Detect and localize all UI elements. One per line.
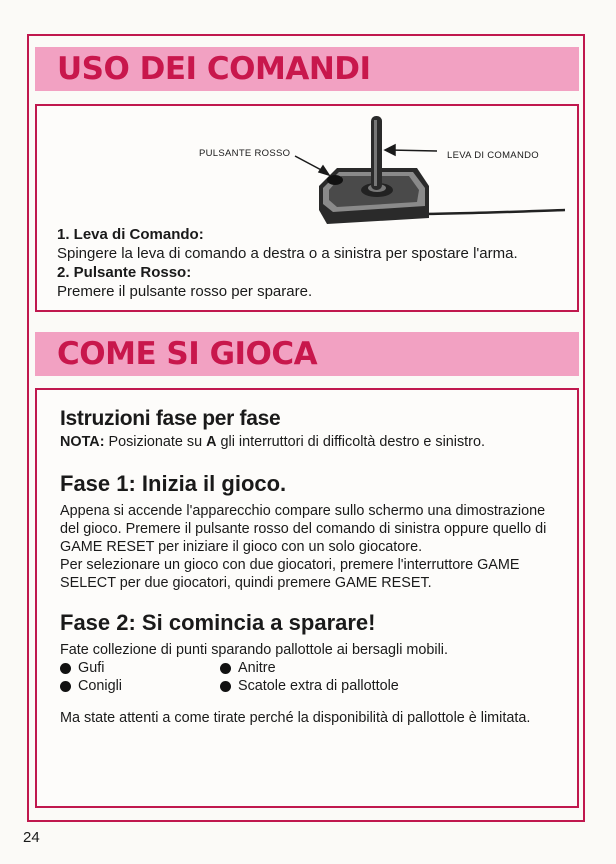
nota-text-a: Posizionate su: [104, 434, 207, 450]
howto-content: [60, 390, 562, 727]
howto-box: [35, 388, 579, 808]
nota-label: NOTA:: [60, 434, 105, 450]
howto-heading: Istruzioni fase per fase: [60, 407, 281, 430]
howto-banner: [35, 332, 579, 376]
red-button: [327, 175, 343, 185]
control-item-2-title: 2. Pulsante Rosso:: [57, 264, 192, 281]
lever-label: LEVA DI COMANDO: [447, 150, 539, 161]
list-item: Gufi: [60, 659, 220, 677]
step1-paragraph-2: Per selezionare un gioco con due giocatori, premere l'interruttore GAME SELECT per due giocatori, quindi premere GAME RESET.: [60, 557, 520, 591]
controls-box: [35, 104, 579, 312]
warning-text: Ma state attenti a come tirate perché la disponibilità di pallottole è limitata.: [60, 710, 531, 726]
controls-instructions: [57, 225, 567, 301]
list-item: Scatole extra di pallottole: [220, 677, 480, 695]
control-item-2-text: Premere il pulsante rosso per sparare.: [57, 283, 313, 300]
controls-title: USO DEI COMANDI: [57, 51, 371, 87]
control-item-1-text: Spingere la leva di comando a destra o a sinistra per spostare l'arma.: [57, 245, 518, 262]
step1-title: Fase 1: Inizia il gioco.: [60, 471, 287, 496]
nota: [60, 433, 562, 451]
list-item: Anitre: [220, 659, 480, 677]
red-button-label: PULSANTE ROSSO: [199, 148, 291, 159]
joystick-diagram: [37, 106, 577, 224]
joystick-cable: [417, 210, 565, 214]
bullet-icon: [60, 663, 71, 674]
nota-bold: A: [206, 434, 217, 450]
nota-text-b: gli interruttori di difficoltà destro e sinistro.: [216, 434, 485, 450]
bullet-icon: [220, 663, 231, 674]
step2-intro: Fate collezione di punti sparando pallottole ai bersagli mobili.: [60, 642, 448, 658]
step1-paragraph-1: Appena si accende l'apparecchio compare sullo schermo una dimostrazione del gioco. Premere il pulsante rosso del comando di sinistra oppure quello di GAME RESET per iniziare il gioco con un solo giocatore.: [60, 503, 547, 555]
bullet-icon: [60, 681, 71, 692]
controls-banner: [35, 47, 579, 91]
bullet-icon: [220, 681, 231, 692]
howto-title: COME SI GIOCA: [57, 336, 318, 372]
page-number: 24: [23, 829, 40, 846]
step2-title: Fase 2: Si comincia a sparare!: [60, 610, 376, 635]
control-item-1-title: 1. Leva di Comando:: [57, 226, 204, 243]
target-list: [60, 659, 562, 695]
list-item: Conigli: [60, 677, 220, 695]
